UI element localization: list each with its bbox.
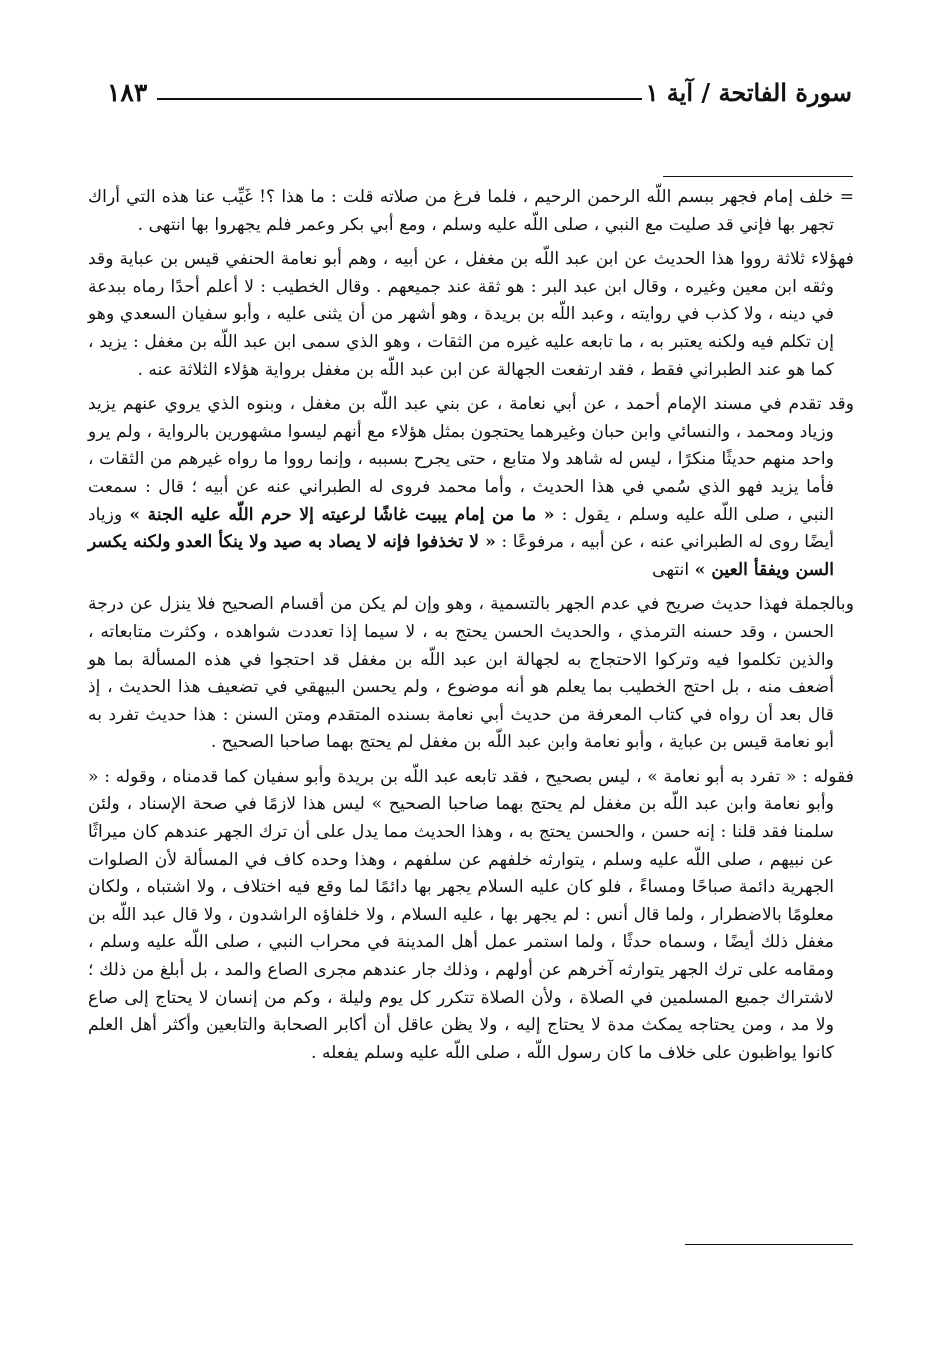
- paragraph-summary: وبالجملة فهذا حديث صريح في عدم الجهر بالتسمية ، وهو وإن لم يكن من أقسام الصحيح فلا ينزل عن درجة الحسن ، وقد حسنه الترمذي ، والحديث الحسن يحتج به ، لا سيما إذا تعددت شواهده ، وكثرت متابعاته ، والذين تكلموا فيه وتركوا الاحتجاج به لجهالة ابن عبد اللّه بن مغفل قد احتجوا في هذه المسألة بما هو أضعف منه ، بل احتج الخطيب بما يعلم هو أنه موضوع ، ولم يحسن البيهقي في تضعيف هذا الحديث ، إذ قال بعد أن رواه في كتاب المعرفة من حديث أبي نعامة بسنده المتقدم ومتن السنن : هذا حديث تفرد به أبو نعامة قيس بن عباية ، وأبو نعامة وابن عبد اللّه بن مغفل لم يحتج بهما صاحبا الصحيح .: [88, 594, 854, 753]
- paragraph-continuation: = خلف إمام فجهر ببسم اللّه الرحمن الرحيم ، فلما فرغ من صلاته قلت : ما هذا ؟! غَيِّب عنا هذه التي أراك تجهر بها فإني قد صليت مع النبي ، صلى اللّه عليه وسلم ، ومع أبي بكر وعمر فلم يجهروا بها انتهى .: [88, 187, 854, 235]
- paragraph-musnad-mid: وزياد أيضًا روى له الطبراني عنه ، عن أبيه ، مرفوعًا :: [88, 504, 834, 553]
- paragraph-refutation: فقوله : « تفرد به أبو نعامة » ، ليس بصحيح ، فقد تابعه عبد اللّه بن بريدة وأبو سفيان كما قدمناه ، وقوله : « وأبو نعامة وابن عبد اللّه بن مغفل لم يحتج بهما صاحبا الصحيح » ليس هذا لازمًا في صحة الإسناد ، ولئن سلمنا فقد قلنا : إنه حسن ، والحسن يحتج به ، وهذا الحديث مما يدل على أن ترك الجهر عندهم كان ميراثًا عن نبيهم ، صلى اللّه عليه وسلم ، يتوارثه خلفهم عن سلفهم ، وهذا وحده كاف في المسألة لأن الصلوات الجهرية دائمة صباحًا ومساءً ، فلو كان عليه السلام يجهر بها دائمًا لما وقع فيه اختلاف ، ولا اشتباه ، ولكان معلومًا بالاضطرار ، ولما قال أنس : لم يجهر بها ، عليه السلام ، ولا خلفاؤه الراشدون ، ولا قال عبد اللّه بن مغفل ذلك أيضًا ، وسماه حدثًا ، ولما استمر عمل أهل المدينة في محراب النبي ، صلى اللّه عليه وسلم ، ومقامه على ترك الجهر يتوارثه آخرهم عن أولهم ، وذلك جار عندهم مجرى الصاع والمد ، بل أبلغ من ذلك ؛ لاشتراك جميع المسلمين في الصلاة ، ولأن الصلاة تتكرر كل يوم وليلة ، وكم من إنسان لا يحتاج إلى صاع ولا مد ، ومن يحتاجه يمكث مدة لا يحتاج إليه ، ولا يظن عاقل أن أكابر الصحابة والتابعين وأكثر أهل العلم كانوا يواظبون على خلاف ما كان رسول اللّه ، صلى اللّه عليه وسلم يفعله .: [88, 766, 854, 1063]
- footnote-top-rule: [663, 176, 853, 177]
- paragraph-musnad-text: وقد تقدم في مسند الإمام أحمد ، عن أبي نعامة ، عن بني عبد اللّه بن مغفل ، وبنوه الذي يروي عنهم يزيد وزياد ومحمد ، والنسائي وابن حبان وغيرهما يحتجون بمثل هؤلاء مع أنهم ليسوا مشهورين بالرواية ، ولم يرو واحد منهم حديثًا منكرًا ، ليس له شاهد ولا متابع ، حتى يجرح بسببه ، وإنما رووا ما رواه غيرهم من الثقات ، فأما يزيد فهو الذي سُمي في هذا الحديث ، وأما محمد فروى له الطبراني عنه عن أبيه ؛ قال : سمعت النبي ، صلى اللّه عليه وسلم ، يقول :: [88, 394, 854, 525]
- paragraph-musnad-end: انتهى: [652, 559, 695, 580]
- hadith-quote-khadhf: « لا تخذفوا فإنه لا يصاد به صيد ولا ينكأ العدو ولكنه يكسر السن ويفقأ العين »: [88, 532, 834, 580]
- page-body: [88, 184, 854, 1074]
- header-rule: [157, 98, 642, 100]
- footnote-bottom-rule: [685, 1244, 853, 1245]
- page-header: [95, 78, 852, 118]
- running-title: سورة الفاتحة / آية ١: [645, 78, 852, 107]
- hadith-quote-imam: « ما من إمام يبيت غاشًا لرعيته إلا حرم اللّه عليه الجنة »: [129, 504, 555, 525]
- page-number: ١٨٣: [107, 78, 148, 107]
- paragraph-narrators: فهؤلاء ثلاثة رووا هذا الحديث عن ابن عبد اللّه بن مغفل ، عن أبيه ، وهم أبو نعامة الحنفي قيس بن عباية وقد وثقه ابن معين وغيره ، وقال ابن عبد البر : هو ثقة عند جميعهم . وقال الخطيب : لا أعلم أحدًا رماه ببدعة في دينه ، ولا كذب في روايته ، وعبد اللّه بن بريدة ، وهو أشهر من أن يثنى عليه ، وأبو سفيان السعدي وهو إن تكلم فيه ولكنه يعتبر به ، ما تابعه عليه غيره من الثقات ، وهو الذي سمى ابن عبد اللّه بن مغفل : يزيد ، كما هو عند الطبراني فقط ، فقد ارتفعت الجهالة عن ابن عبد اللّه بن مغفل برواية هؤلاء الثلاثة عنه .: [88, 249, 854, 380]
- paragraph-musnad: [88, 391, 854, 584]
